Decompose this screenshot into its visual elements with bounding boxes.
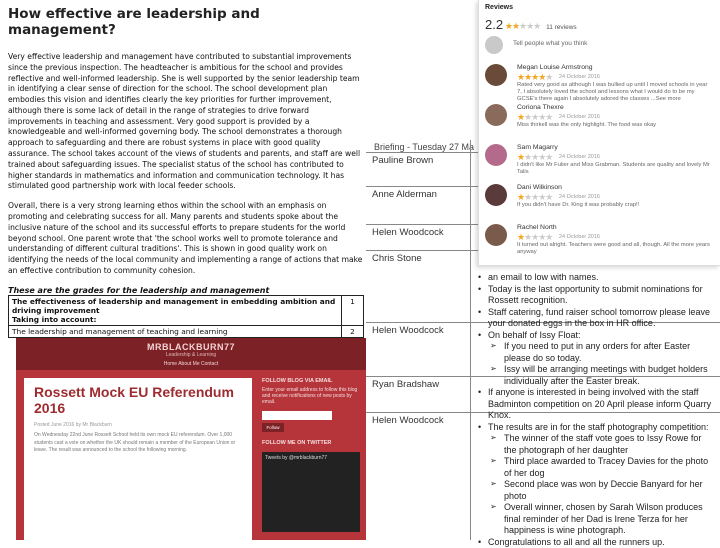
blog-tagline: Leadership & Learning [165,352,217,358]
list-item: • On behalf of Issy Float: [478,330,714,342]
blog-screenshot [16,338,366,540]
report-heading: How effective are leadership and management? [8,6,260,38]
grade-criterion: The effectiveness of leadership and management in embedding ambition and driving improvement Taking into account: [9,295,342,325]
reviewer-avatar [485,144,507,166]
staff-name: Chris Stone [372,253,422,264]
grade-criterion: The leadership and management of teaching and learning [9,325,342,337]
rating-stars: ★★★★★ [504,21,541,31]
blog-header [16,338,366,370]
write-review-prompt[interactable]: Tell people what you think [513,40,588,47]
table-row [9,295,364,325]
grade-value: 2 [342,325,364,337]
review-date: 24 October 2016 [559,234,600,240]
reviews-panel [478,0,720,266]
staff-name: Helen Woodcock [372,415,444,426]
staff-name: Ryan Bradshaw [372,379,440,390]
reviewer-name[interactable]: Megan Louise Armstrong [517,64,593,71]
post-body: On Wednesday 22nd June Rossett School held its own mock EU referendum. Over 1,000 students cast a vote on whether the UK should remain a member of the European Union or leave. The result was announced to the school the following morning. [34,432,236,454]
list-item: • Today is the last opportunity to submit nominations for Rossett recognition. [478,284,714,307]
blog-post [24,378,252,548]
list-item: • The results are in for the staff photography competition: [478,422,714,434]
review-date: 24 October 2016 [559,154,600,160]
user-avatar [485,36,503,54]
review-text: If you didn't have Dr. King it was probably crap!! [517,202,640,208]
grades-title: These are the grades for the leadership and management [8,285,270,295]
review-text: I didn't like Mr Fulier and Miss Grabman. Students are quality and lovely Mr Talis [517,162,710,176]
list-item: ➢ Third place awarded to Tracey Davies for the photo of her dog [478,456,714,479]
list-item: • If anyone is interested in being involved with the staff Badminton competition on 20 April please inform Quarry Knox. [478,387,714,422]
blog-site-title[interactable]: MRBLACKBURN77 [146,342,235,352]
report-paragraph-1: Very effective leadership and management have contributed to substantial improvements since the previous inspection. The headteacher is ambitious for the school and provides reflective and well-informed leadership. She is well supported by the senior leadership team in identifying a clear sense of direction for the school. The school development plan embodies this vision and identifies clearly the key priorities for further improvement, although there is some lack of detail in the range of strategies to drive forward improvements in teaching and assessment. Very good support is provided by a knowledgeable and well-informed governing body. The school demonstrates a thorough approach to safeguarding and there are robust systems in place with good quality assurance. The school takes account of the views of students and parents, and staff are well trained about safeguarding issues. The specialist status of the school has contributed to higher standards in mathematics and information and communication technology. It has stimulated good partnership work with local feeder schools. [8,52,361,191]
review-date: 24 October 2016 [559,194,600,200]
twitter-widget-title: Tweets by @mrblackburn77 [265,455,328,461]
list-item: ➢ Overall winner, chosen by Sarah Wilson produces final reminder of her Dad is Irene Terza for her happiness is wine photograph. [478,502,714,537]
twitter-heading: FOLLOW ME ON TWITTER [262,440,332,446]
list-item: • an email to low with names. [478,272,714,284]
follow-button[interactable]: Follow [262,423,284,432]
follow-email-heading: FOLLOW BLOG VIA EMAIL [262,378,333,384]
staff-name: Pauline Brown [372,155,434,166]
review-stars: ★★★★★ [517,112,553,122]
grades-table [8,295,364,338]
review-stars: ★★★★★ [517,192,553,202]
briefing-header: Briefing - Tuesday 27 Ma [374,142,475,152]
review-stars: ★★★★★ [517,72,553,82]
blog-nav[interactable]: Home About Me Contact [163,361,219,367]
staff-name: Helen Woodcock [372,325,444,336]
staff-name: Helen Woodcock [372,227,444,238]
twitter-widget[interactable] [262,452,360,532]
review-text: Rated very good as although I was bullied up until I moved schools in year 7, I absolutely loved the school and lessons what I would do to be my GCSE's there again I absolutely adored the classes ...See more [517,82,708,103]
review-stars: ★★★★★ [517,152,553,162]
review-text: It turned out alright. Teachers were good and all, though. All the more years anyway [517,242,710,256]
rating-score: 2.2 [485,17,504,32]
briefing-notes-list [478,272,714,548]
reviewer-avatar [485,184,507,206]
follow-email-text: Enter your email address to follow this blog and receive notifications of new posts by email. [262,387,358,405]
list-item: ➢ The winner of the staff vote goes to Issy Rowe for the photograph of her daughter [478,433,714,456]
list-item: • Staff catering, fund raiser school tomorrow please leave your donated eggs in the box in HR office. [478,307,714,330]
list-item: ➢ Second place was won by Deccie Banyard for her photo [478,479,714,502]
list-item: ➢ If you need to put in any orders for after Easter please do so today. [478,341,714,364]
reviewer-avatar [485,224,507,246]
reviewer-name[interactable]: Dani Wilkinson [517,184,562,191]
report-paragraph-2: Overall, there is a very strong learning ethos within the school with an emphasis on promoting and celebrating success for all. Many parents and students spoke about the inclusive nature of the school and its successful efforts to prepare students for the world beyond school. One parent wrote that 'the school works well to promote tolerance and understanding of different cultural traditions'. This is shown in good quality work on identifying the needs of the local community and implementing a range of actions that make an effective contribution to community cohesion. [8,201,363,275]
staff-name: Anne Alderman [372,189,437,200]
reviewer-avatar [485,104,507,126]
post-meta: Posted June 2016 by Mr Blackburn [34,422,112,429]
grade-value: 1 [342,295,364,325]
list-item: ➢ Issy will be arranging meetings with budget holders individually after the Easter break. [478,364,714,387]
review-date: 24 October 2016 [559,114,600,120]
review-date: 24 October 2016 [559,74,600,80]
review-stars: ★★★★★ [517,232,553,242]
reviewer-name[interactable]: Sam Magarry [517,144,558,151]
blog-sidebar [262,378,360,532]
post-title[interactable]: Rossett Mock EU Referendum 2016 [34,384,234,417]
review-text: Miss thirkell was the only highlight. The food was okay [517,122,657,128]
list-item: • Congratulations to all and all the runners up. [478,537,714,548]
email-input[interactable] [262,411,332,420]
column-divider [470,140,471,540]
reviews-count[interactable]: 11 reviews [546,24,577,31]
table-row [9,325,364,337]
reviews-title: Reviews [485,4,514,11]
reviewer-avatar [485,64,507,86]
reviewer-name[interactable]: Coriona Thexre [517,104,564,111]
reviewer-name[interactable]: Rachel North [517,224,557,231]
